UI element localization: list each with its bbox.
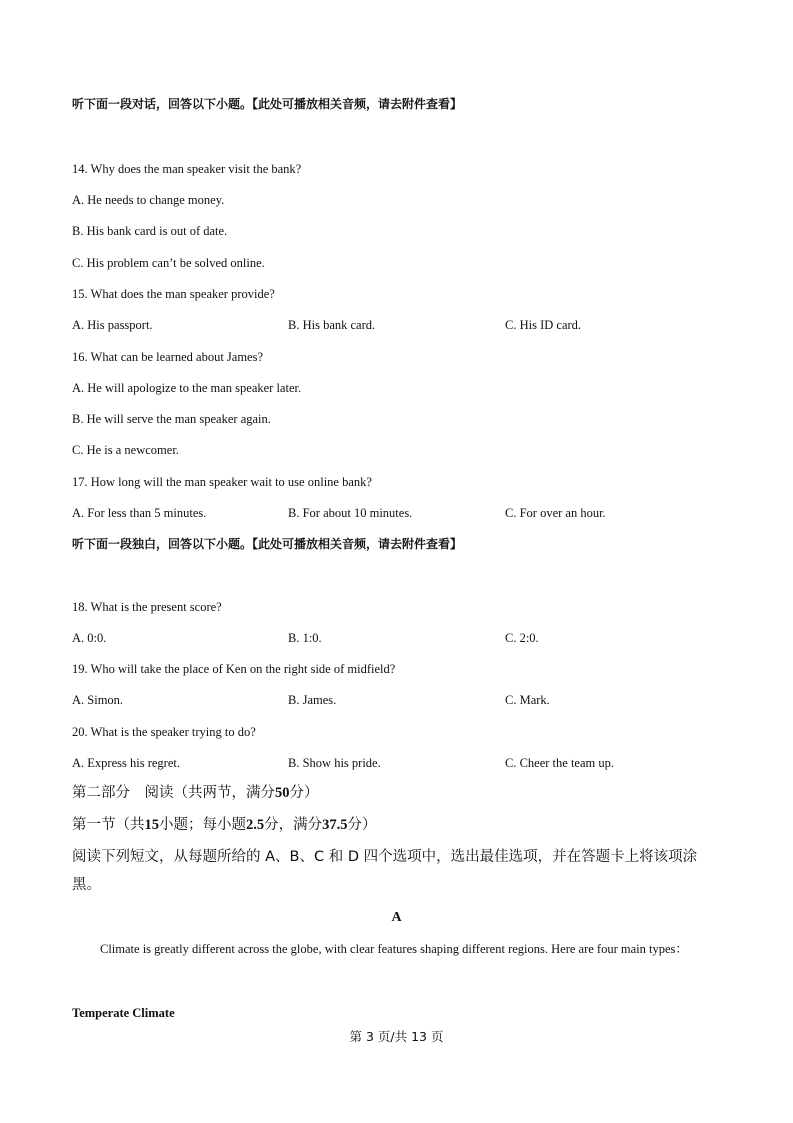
question-20-option-b: B. Show his pride. (288, 756, 381, 770)
passage-intro: Climate is greatly different across the globe, with clear features shaping different regions. Here are four main types： (100, 942, 688, 956)
question-20-option-c: C. Cheer the team up. (505, 756, 614, 770)
question-16-option-a: A. He will apologize to the man speaker later. (72, 381, 302, 395)
listening-instruction-2: 听下面一段独白，回答以下小题。【此处可播放相关音频，请去附件查看】 (72, 537, 463, 551)
question-15-option-a: A. His passport. (72, 318, 153, 332)
part-two-title-text: 第二部分 阅读（共两节，满分 (72, 785, 275, 801)
question-18-option-a: A. 0:0. (72, 631, 107, 645)
question-17-option-a: A. For less than 5 minutes. (72, 506, 207, 520)
part-two-title (72, 783, 319, 803)
section-one-points-each: 2.5 (246, 817, 265, 833)
part-two-title-suffix: 分） (289, 785, 319, 801)
listening-instruction-1: 听下面一段对话，回答以下小题。【此处可播放相关音频，请去附件查看】 (72, 97, 463, 111)
question-17-option-c: C. For over an hour. (505, 506, 606, 520)
question-19-option-a: A. Simon. (72, 693, 124, 707)
question-20: 20. What is the speaker trying to do? (72, 725, 256, 739)
question-14: 14. Why does the man speaker visit the bank? (72, 162, 302, 176)
section-one-question-count: 15 (144, 817, 159, 833)
part-two-total-score: 50 (275, 785, 290, 801)
passage-letter: A (391, 910, 402, 925)
question-14-option-c: C. His problem can’t be solved online. (72, 256, 265, 270)
question-16: 16. What can be learned about James? (72, 350, 264, 364)
section-one-text-2: 小题；每小题 (159, 817, 246, 833)
section-one-text-3: 分，满分 (264, 817, 323, 833)
reading-directions: 阅读下列短文，从每题所给的 A、B、C 和 D 四个选项中，选出最佳选项，并在答题卡上将该项涂黑。 (72, 849, 698, 893)
section-one-text-4: 分） (347, 817, 377, 833)
passage-subheading: Temperate Climate (72, 1006, 175, 1020)
question-19-option-c: C. Mark. (505, 693, 550, 707)
question-16-option-c: C. He is a newcomer. (72, 443, 179, 457)
question-15-option-b: B. His bank card. (288, 318, 376, 332)
question-14-option-b: B. His bank card is out of date. (72, 224, 228, 238)
question-15: 15. What does the man speaker provide? (72, 287, 275, 301)
question-20-option-a: A. Express his regret. (72, 756, 180, 770)
question-16-option-b: B. He will serve the man speaker again. (72, 412, 271, 426)
question-18: 18. What is the present score? (72, 600, 222, 614)
page-number-footer: 第 3 页/共 13 页 (349, 1029, 444, 1044)
section-one-title (72, 815, 377, 835)
question-19: 19. Who will take the place of Ken on the right side of midfield? (72, 662, 396, 676)
question-18-option-b: B. 1:0. (288, 631, 322, 645)
section-one-total-points: 37.5 (322, 817, 348, 833)
question-15-option-c: C. His ID card. (505, 318, 582, 332)
question-17-option-b: B. For about 10 minutes. (288, 506, 413, 520)
section-one-text-1: 第一节（共 (72, 817, 145, 833)
question-19-option-b: B. James. (288, 693, 337, 707)
question-18-option-c: C. 2:0. (505, 631, 539, 645)
question-17: 17. How long will the man speaker wait to use online bank? (72, 475, 372, 489)
question-14-option-a: A. He needs to change money. (72, 193, 225, 207)
